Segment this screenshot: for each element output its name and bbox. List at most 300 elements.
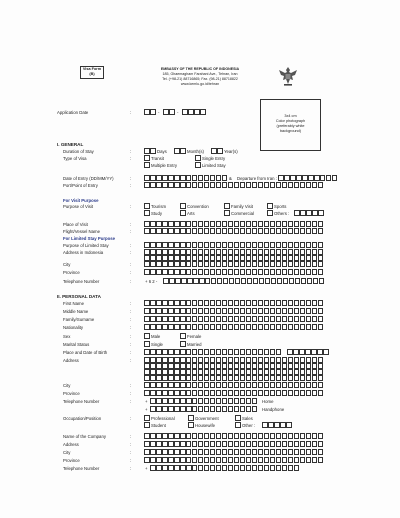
char-box[interactable]	[216, 316, 222, 322]
char-box[interactable]	[216, 228, 222, 234]
char-box[interactable]	[276, 308, 282, 314]
char-box[interactable]	[192, 369, 198, 375]
char-box[interactable]	[192, 308, 198, 314]
char-box[interactable]	[192, 433, 198, 439]
nationality-boxes[interactable]	[144, 324, 324, 330]
char-box[interactable]	[270, 382, 276, 388]
char-box[interactable]	[192, 357, 198, 363]
char-box[interactable]	[318, 382, 324, 388]
char-box[interactable]	[258, 182, 264, 188]
char-box[interactable]	[270, 228, 276, 234]
char-box[interactable]	[312, 221, 318, 227]
char-box[interactable]	[156, 390, 162, 396]
char-box[interactable]	[234, 363, 240, 369]
char-box[interactable]	[228, 316, 234, 322]
char-box[interactable]	[192, 316, 198, 322]
char-box[interactable]	[204, 349, 210, 355]
char-box[interactable]	[204, 228, 210, 234]
char-box[interactable]	[162, 269, 168, 275]
char-box[interactable]	[198, 300, 204, 306]
char-box[interactable]	[168, 363, 174, 369]
char-box[interactable]	[216, 433, 222, 439]
char-box[interactable]	[252, 465, 258, 471]
char-box[interactable]	[234, 261, 240, 267]
char-box[interactable]	[162, 324, 168, 330]
limited-city-boxes[interactable]	[144, 261, 324, 267]
char-box[interactable]	[234, 255, 240, 261]
char-box[interactable]	[204, 242, 210, 248]
char-box[interactable]	[192, 390, 198, 396]
char-box[interactable]	[288, 441, 294, 447]
char-box[interactable]	[228, 398, 234, 404]
char-box[interactable]	[162, 261, 168, 267]
char-box[interactable]	[174, 406, 180, 412]
char-box[interactable]	[234, 324, 240, 330]
char-box[interactable]	[300, 255, 306, 261]
char-box[interactable]	[276, 382, 282, 388]
char-box[interactable]	[252, 269, 258, 275]
char-box[interactable]	[204, 357, 210, 363]
char-box[interactable]	[168, 255, 174, 261]
char-box[interactable]	[192, 255, 198, 261]
char-box[interactable]	[144, 308, 150, 314]
char-box[interactable]	[216, 406, 222, 412]
char-box[interactable]	[150, 441, 156, 447]
char-box[interactable]	[156, 465, 162, 471]
char-box[interactable]	[210, 382, 216, 388]
char-box[interactable]	[270, 308, 276, 314]
char-box[interactable]	[174, 363, 180, 369]
char-box[interactable]	[228, 261, 234, 267]
char-box[interactable]	[318, 228, 324, 234]
char-box[interactable]	[264, 242, 270, 248]
char-box[interactable]	[222, 406, 228, 412]
char-box[interactable]	[300, 269, 306, 275]
char-box[interactable]	[150, 255, 156, 261]
char-box[interactable]	[282, 369, 288, 375]
char-box[interactable]	[186, 449, 192, 455]
char-box[interactable]	[174, 441, 180, 447]
char-box[interactable]	[150, 300, 156, 306]
char-box[interactable]	[294, 255, 300, 261]
char-box[interactable]	[222, 261, 228, 267]
others-checkbox[interactable]	[267, 210, 273, 216]
char-box[interactable]	[204, 449, 210, 455]
char-box[interactable]	[186, 433, 192, 439]
char-box[interactable]	[240, 261, 246, 267]
char-box[interactable]	[258, 382, 264, 388]
char-box[interactable]	[180, 221, 186, 227]
char-box[interactable]	[276, 261, 282, 267]
char-box[interactable]	[156, 228, 162, 234]
char-box[interactable]	[246, 449, 252, 455]
char-box[interactable]	[240, 269, 246, 275]
char-box[interactable]	[210, 406, 216, 412]
char-box[interactable]	[276, 441, 282, 447]
char-box[interactable]	[300, 441, 306, 447]
char-box[interactable]	[162, 249, 168, 255]
char-box[interactable]	[150, 357, 156, 363]
char-box[interactable]	[216, 449, 222, 455]
char-box[interactable]	[300, 261, 306, 267]
char-box[interactable]	[252, 457, 258, 463]
char-box[interactable]	[288, 449, 294, 455]
char-box[interactable]	[186, 349, 192, 355]
char-box[interactable]	[294, 369, 300, 375]
char-box[interactable]	[144, 255, 150, 261]
char-box[interactable]	[288, 228, 294, 234]
char-box[interactable]	[312, 441, 318, 447]
char-box[interactable]	[144, 382, 150, 388]
char-box[interactable]	[222, 369, 228, 375]
char-box[interactable]	[228, 249, 234, 255]
char-box[interactable]	[246, 382, 252, 388]
char-box[interactable]	[192, 300, 198, 306]
char-box[interactable]	[282, 255, 288, 261]
char-box[interactable]	[162, 382, 168, 388]
char-box[interactable]	[288, 316, 294, 322]
char-box[interactable]	[287, 349, 293, 355]
char-box[interactable]	[252, 228, 258, 234]
address-boxes-4[interactable]	[144, 375, 324, 381]
char-box[interactable]	[276, 300, 282, 306]
char-box[interactable]	[282, 308, 288, 314]
char-box[interactable]	[204, 221, 210, 227]
char-box[interactable]	[265, 278, 271, 284]
char-box[interactable]	[246, 433, 252, 439]
char-box[interactable]	[318, 375, 324, 381]
char-box[interactable]	[258, 363, 264, 369]
char-box[interactable]	[144, 363, 150, 369]
char-box[interactable]	[294, 357, 300, 363]
char-box[interactable]	[150, 228, 156, 234]
char-box[interactable]	[210, 349, 216, 355]
char-box[interactable]	[156, 441, 162, 447]
char-box[interactable]	[276, 465, 282, 471]
char-box[interactable]	[288, 324, 294, 330]
char-box[interactable]	[144, 349, 150, 355]
city-boxes[interactable]	[144, 382, 324, 388]
char-box[interactable]	[216, 324, 222, 330]
char-box[interactable]	[264, 457, 270, 463]
char-box[interactable]	[294, 221, 300, 227]
char-box[interactable]	[210, 398, 216, 404]
char-box[interactable]	[264, 382, 270, 388]
char-box[interactable]	[276, 316, 282, 322]
char-box[interactable]	[150, 457, 156, 463]
char-box[interactable]	[234, 406, 240, 412]
char-box[interactable]	[186, 441, 192, 447]
char-box[interactable]	[216, 261, 222, 267]
char-box[interactable]	[228, 382, 234, 388]
char-box[interactable]	[264, 255, 270, 261]
char-box[interactable]	[234, 457, 240, 463]
char-box[interactable]	[180, 375, 186, 381]
char-box[interactable]	[156, 457, 162, 463]
char-box[interactable]	[264, 363, 270, 369]
address-indonesia-boxes-1[interactable]	[144, 249, 324, 255]
char-box[interactable]	[204, 398, 210, 404]
char-box[interactable]	[282, 300, 288, 306]
char-box[interactable]	[144, 369, 150, 375]
char-box[interactable]	[192, 269, 198, 275]
char-box[interactable]	[306, 433, 312, 439]
char-box[interactable]	[264, 182, 270, 188]
char-box[interactable]	[186, 382, 192, 388]
char-box[interactable]	[174, 382, 180, 388]
char-box[interactable]	[168, 228, 174, 234]
char-box[interactable]	[258, 242, 264, 248]
char-box[interactable]	[312, 357, 318, 363]
char-box[interactable]	[150, 390, 156, 396]
char-box[interactable]	[198, 457, 204, 463]
char-box[interactable]	[264, 324, 270, 330]
char-box[interactable]	[234, 316, 240, 322]
char-box[interactable]	[186, 242, 192, 248]
char-box[interactable]	[174, 300, 180, 306]
single-checkbox[interactable]	[144, 341, 150, 347]
char-box[interactable]	[174, 357, 180, 363]
char-box[interactable]	[228, 221, 234, 227]
char-box[interactable]	[216, 465, 222, 471]
professional-checkbox[interactable]	[144, 415, 150, 421]
char-box[interactable]	[144, 457, 150, 463]
char-box[interactable]	[306, 261, 312, 267]
char-box[interactable]	[168, 441, 174, 447]
arts-checkbox[interactable]	[180, 210, 186, 216]
char-box[interactable]	[264, 316, 270, 322]
char-box[interactable]	[280, 422, 286, 428]
char-box[interactable]	[156, 363, 162, 369]
char-box[interactable]	[276, 369, 282, 375]
char-box[interactable]	[174, 449, 180, 455]
char-box[interactable]	[186, 300, 192, 306]
char-box[interactable]	[258, 449, 264, 455]
char-box[interactable]	[210, 242, 216, 248]
char-box[interactable]	[204, 300, 210, 306]
char-box[interactable]	[211, 278, 217, 284]
char-box[interactable]	[228, 349, 234, 355]
char-box[interactable]	[282, 261, 288, 267]
char-box[interactable]	[258, 457, 264, 463]
char-box[interactable]	[156, 349, 162, 355]
place-of-visit-boxes[interactable]	[144, 221, 324, 227]
char-box[interactable]	[288, 457, 294, 463]
char-box[interactable]	[228, 308, 234, 314]
char-box[interactable]	[270, 255, 276, 261]
char-box[interactable]	[210, 357, 216, 363]
char-box[interactable]	[246, 324, 252, 330]
char-box[interactable]	[204, 363, 210, 369]
char-box[interactable]	[306, 255, 312, 261]
char-box[interactable]	[216, 249, 222, 255]
char-box[interactable]	[262, 422, 268, 428]
char-box[interactable]	[240, 390, 246, 396]
char-box[interactable]	[222, 249, 228, 255]
char-box[interactable]	[246, 300, 252, 306]
char-box[interactable]	[228, 242, 234, 248]
char-box[interactable]	[312, 228, 318, 234]
char-box[interactable]	[180, 369, 186, 375]
char-box[interactable]	[217, 278, 223, 284]
application-day-boxes[interactable]	[144, 109, 156, 115]
char-box[interactable]	[204, 324, 210, 330]
char-box[interactable]	[240, 300, 246, 306]
char-box[interactable]	[150, 316, 156, 322]
char-box[interactable]	[240, 249, 246, 255]
char-box[interactable]	[228, 269, 234, 275]
char-box[interactable]	[252, 406, 258, 412]
char-box[interactable]	[192, 406, 198, 412]
char-box[interactable]	[295, 278, 301, 284]
char-box[interactable]	[312, 390, 318, 396]
char-box[interactable]	[192, 398, 198, 404]
sales-checkbox[interactable]	[235, 415, 241, 421]
char-box[interactable]	[150, 324, 156, 330]
char-box[interactable]	[318, 300, 324, 306]
char-box[interactable]	[168, 449, 174, 455]
char-box[interactable]	[306, 249, 312, 255]
char-box[interactable]	[156, 357, 162, 363]
char-box[interactable]	[162, 465, 168, 471]
char-box[interactable]	[174, 465, 180, 471]
char-box[interactable]	[240, 316, 246, 322]
char-box[interactable]	[162, 349, 168, 355]
char-box[interactable]	[204, 457, 210, 463]
char-box[interactable]	[319, 278, 325, 284]
char-box[interactable]	[198, 221, 204, 227]
char-box[interactable]	[186, 228, 192, 234]
tourism-checkbox[interactable]	[144, 203, 150, 209]
char-box[interactable]	[246, 390, 252, 396]
company-name-boxes[interactable]	[144, 433, 324, 439]
char-box[interactable]	[294, 249, 300, 255]
char-box[interactable]	[301, 278, 307, 284]
char-box[interactable]	[168, 465, 174, 471]
char-box[interactable]	[270, 449, 276, 455]
char-box[interactable]	[277, 278, 283, 284]
char-box[interactable]	[270, 324, 276, 330]
char-box[interactable]	[174, 433, 180, 439]
char-box[interactable]	[234, 382, 240, 388]
char-box[interactable]	[198, 242, 204, 248]
char-box[interactable]	[270, 390, 276, 396]
char-box[interactable]	[180, 182, 186, 188]
study-checkbox[interactable]	[144, 210, 150, 216]
char-box[interactable]	[294, 261, 300, 267]
char-box[interactable]	[204, 369, 210, 375]
char-box[interactable]	[246, 398, 252, 404]
char-box[interactable]	[168, 369, 174, 375]
char-box[interactable]	[270, 242, 276, 248]
char-box[interactable]	[192, 242, 198, 248]
char-box[interactable]	[186, 269, 192, 275]
char-box[interactable]	[318, 449, 324, 455]
char-box[interactable]	[192, 375, 198, 381]
char-box[interactable]	[294, 182, 300, 188]
char-box[interactable]	[246, 308, 252, 314]
middle-name-boxes[interactable]	[144, 308, 324, 314]
char-box[interactable]	[240, 382, 246, 388]
char-box[interactable]	[156, 255, 162, 261]
char-box[interactable]	[318, 457, 324, 463]
char-box[interactable]	[198, 465, 204, 471]
char-box[interactable]	[150, 308, 156, 314]
char-box[interactable]	[228, 369, 234, 375]
char-box[interactable]	[156, 242, 162, 248]
char-box[interactable]	[252, 300, 258, 306]
char-box[interactable]	[186, 406, 192, 412]
char-box[interactable]	[294, 465, 300, 471]
char-box[interactable]	[198, 182, 204, 188]
char-box[interactable]	[204, 390, 210, 396]
char-box[interactable]	[294, 316, 300, 322]
char-box[interactable]	[234, 349, 240, 355]
char-box[interactable]	[270, 433, 276, 439]
char-box[interactable]	[162, 398, 168, 404]
char-box[interactable]	[276, 221, 282, 227]
char-box[interactable]	[150, 221, 156, 227]
char-box[interactable]	[306, 308, 312, 314]
other-occupation-boxes[interactable]	[262, 422, 292, 428]
char-box[interactable]	[168, 349, 174, 355]
char-box[interactable]	[258, 433, 264, 439]
char-box[interactable]	[210, 449, 216, 455]
company-city-boxes[interactable]	[144, 449, 324, 455]
char-box[interactable]	[247, 278, 253, 284]
char-box[interactable]	[306, 441, 312, 447]
char-box[interactable]	[276, 324, 282, 330]
char-box[interactable]	[156, 375, 162, 381]
char-box[interactable]	[234, 398, 240, 404]
char-box[interactable]	[270, 261, 276, 267]
char-box[interactable]	[180, 390, 186, 396]
char-box[interactable]	[258, 255, 264, 261]
char-box[interactable]	[180, 357, 186, 363]
char-box[interactable]	[186, 255, 192, 261]
char-box[interactable]	[240, 363, 246, 369]
char-box[interactable]	[150, 398, 156, 404]
char-box[interactable]	[234, 300, 240, 306]
char-box[interactable]	[234, 249, 240, 255]
char-box[interactable]	[228, 363, 234, 369]
char-box[interactable]	[198, 255, 204, 261]
char-box[interactable]	[198, 369, 204, 375]
char-box[interactable]	[162, 242, 168, 248]
departure-date-boxes[interactable]	[278, 175, 338, 181]
char-box[interactable]	[258, 300, 264, 306]
char-box[interactable]	[162, 449, 168, 455]
char-box[interactable]	[144, 316, 150, 322]
char-box[interactable]	[300, 375, 306, 381]
address-indonesia-boxes-2[interactable]	[144, 255, 324, 261]
char-box[interactable]	[180, 316, 186, 322]
char-box[interactable]	[198, 316, 204, 322]
char-box[interactable]	[306, 449, 312, 455]
char-box[interactable]	[289, 278, 295, 284]
char-box[interactable]	[300, 182, 306, 188]
char-box[interactable]	[282, 382, 288, 388]
char-box[interactable]	[229, 278, 235, 284]
char-box[interactable]	[300, 249, 306, 255]
char-box[interactable]	[252, 398, 258, 404]
char-box[interactable]	[252, 242, 258, 248]
char-box[interactable]	[276, 349, 282, 355]
single-entry-checkbox[interactable]	[195, 155, 201, 161]
char-box[interactable]	[288, 433, 294, 439]
char-box[interactable]	[246, 465, 252, 471]
female-checkbox[interactable]	[180, 333, 186, 339]
